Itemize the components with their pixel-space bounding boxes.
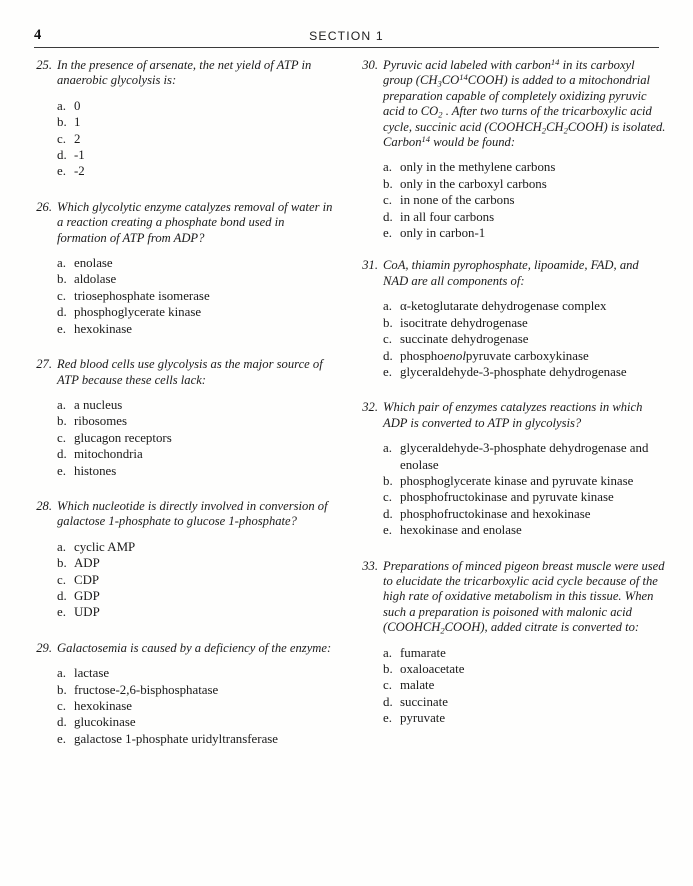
choice-text: glyceraldehyde-3-phosphate dehydrogenase and enolase bbox=[400, 441, 649, 472]
choice-a[interactable] bbox=[383, 645, 666, 661]
choice-text: lactase bbox=[74, 666, 110, 681]
question-25 bbox=[34, 58, 334, 180]
choice-text: succinate bbox=[400, 694, 448, 709]
choice-d[interactable] bbox=[57, 446, 334, 462]
choice-b[interactable] bbox=[57, 682, 334, 698]
question-number: 26. bbox=[36, 199, 52, 214]
choice-letter: c. bbox=[57, 699, 66, 713]
question-number: 25. bbox=[36, 58, 52, 72]
choice-letter: e. bbox=[383, 226, 392, 241]
choice-text: α-ketoglutarate dehydrogenase complex bbox=[400, 299, 607, 314]
question-stem: CoA, thiamin pyrophosphate, lipoamide, FAD, and NAD are all components of: bbox=[383, 258, 639, 288]
choice-c[interactable] bbox=[383, 331, 666, 347]
choice-letter: b. bbox=[57, 556, 67, 571]
question-number: 27. bbox=[36, 357, 52, 372]
choice-a[interactable] bbox=[57, 665, 334, 681]
choice-text: hexokinase bbox=[74, 699, 132, 713]
choice-text: aldolase bbox=[74, 272, 117, 287]
choice-letter: c. bbox=[383, 490, 392, 505]
choice-b[interactable] bbox=[57, 555, 334, 571]
choice-a[interactable] bbox=[383, 298, 666, 314]
choice-c[interactable] bbox=[57, 572, 334, 588]
question-number: 32. bbox=[362, 400, 378, 415]
question-stem: Which nucleotide is directly involved in conversion of galactose 1-phosphate to glucose 1-phosphate? bbox=[57, 498, 328, 529]
question-number: 30. bbox=[362, 58, 378, 72]
choice-text: oxaloacetate bbox=[400, 662, 465, 676]
choice-letter: b. bbox=[57, 272, 67, 287]
choice-e[interactable] bbox=[57, 463, 334, 479]
choice-letter: e. bbox=[383, 711, 392, 726]
question-26 bbox=[34, 200, 334, 337]
choice-text: mitochondria bbox=[74, 447, 143, 462]
choice-text: histones bbox=[74, 463, 117, 478]
choice-letter: d. bbox=[383, 506, 393, 521]
choice-letter: d. bbox=[57, 715, 67, 730]
left-column bbox=[34, 58, 334, 878]
choice-letter: b. bbox=[57, 414, 67, 429]
running-head bbox=[34, 26, 659, 48]
choice-text: phosphoglycerate kinase bbox=[74, 305, 202, 320]
choice-d[interactable] bbox=[383, 506, 666, 522]
question-body bbox=[383, 559, 666, 727]
choice-text: -2 bbox=[74, 164, 85, 179]
choice-text: fructose-2,6-bisphosphatase bbox=[74, 682, 219, 697]
choice-text: a nucleus bbox=[74, 397, 123, 412]
choice-c[interactable] bbox=[57, 430, 334, 446]
question-body bbox=[383, 258, 666, 380]
choice-text: hexokinase and enolase bbox=[400, 523, 522, 538]
choice-letter: d. bbox=[57, 305, 67, 320]
choice-text: fumarate bbox=[400, 645, 446, 660]
choice-text: glucokinase bbox=[74, 715, 136, 730]
question-stem: Galactosemia is caused by a deficiency of the enzyme: bbox=[57, 640, 332, 655]
question-stem: Red blood cells use glycolysis as the major source of ATP because these cells lack: bbox=[57, 357, 323, 387]
choice-letter: e. bbox=[383, 523, 392, 538]
choice-a[interactable] bbox=[57, 98, 334, 114]
choice-text: only in carbon-1 bbox=[400, 226, 486, 241]
choice-letter: d. bbox=[383, 209, 393, 224]
choice-letter: c. bbox=[57, 288, 66, 303]
choice-text: phosphoenolpyruvate carboxykinase bbox=[400, 348, 589, 363]
choice-e[interactable] bbox=[383, 225, 666, 241]
choice-letter: c. bbox=[383, 332, 392, 347]
choice-d[interactable] bbox=[383, 209, 666, 225]
choice-letter: c. bbox=[383, 678, 392, 693]
choice-letter: a. bbox=[383, 299, 392, 314]
choice-d[interactable] bbox=[57, 588, 334, 604]
section-title: SECTION 1 bbox=[309, 29, 384, 43]
choice-text: ADP bbox=[74, 556, 100, 571]
choice-letter: e. bbox=[57, 463, 66, 478]
question-body bbox=[57, 641, 334, 747]
choice-letter: a. bbox=[57, 539, 66, 554]
choice-list bbox=[383, 440, 666, 538]
choice-list bbox=[57, 539, 334, 621]
choice-d[interactable] bbox=[383, 348, 666, 364]
choice-text: 1 bbox=[74, 115, 81, 130]
choice-text: galactose 1-phosphate uridyltransferase bbox=[74, 731, 279, 746]
question-32 bbox=[360, 400, 666, 538]
choice-letter: a. bbox=[383, 160, 392, 175]
choice-letter: e. bbox=[57, 321, 66, 336]
choice-letter: e. bbox=[383, 364, 392, 379]
choice-list bbox=[383, 159, 666, 241]
choice-text: cyclic AMP bbox=[74, 539, 136, 554]
choice-list bbox=[57, 255, 334, 337]
choice-list bbox=[57, 98, 334, 180]
choice-d[interactable] bbox=[57, 304, 334, 320]
choice-list bbox=[57, 665, 334, 747]
choice-e[interactable] bbox=[57, 731, 334, 747]
choice-letter: b. bbox=[57, 115, 67, 130]
choice-b[interactable] bbox=[383, 315, 666, 331]
question-28 bbox=[34, 499, 334, 621]
choice-letter: b. bbox=[383, 473, 393, 488]
question-number: 28. bbox=[36, 498, 52, 513]
choice-letter: d. bbox=[383, 694, 393, 709]
choice-letter: b. bbox=[383, 176, 393, 191]
choice-letter: b. bbox=[383, 662, 393, 676]
question-30 bbox=[360, 58, 666, 241]
choice-letter: e. bbox=[57, 605, 66, 620]
question-body bbox=[57, 58, 334, 180]
choice-text: UDP bbox=[74, 605, 100, 620]
choice-e[interactable] bbox=[383, 522, 666, 538]
question-31 bbox=[360, 258, 666, 380]
right-column bbox=[360, 58, 666, 878]
choice-letter: c. bbox=[57, 430, 66, 445]
choice-text: enolase bbox=[74, 256, 113, 271]
choice-list bbox=[383, 645, 666, 727]
page-number: 4 bbox=[34, 27, 42, 43]
choice-b[interactable] bbox=[383, 661, 666, 677]
choice-text: -1 bbox=[74, 148, 85, 163]
question-stem: Which pair of enzymes catalyzes reactions in which ADP is converted to ATP in glycolysis? bbox=[383, 400, 643, 430]
choice-letter: a. bbox=[57, 98, 66, 113]
choice-a[interactable] bbox=[57, 255, 334, 271]
choice-letter: a. bbox=[57, 256, 66, 271]
choice-a[interactable] bbox=[383, 440, 666, 473]
choice-list bbox=[57, 397, 334, 479]
choice-b[interactable] bbox=[57, 413, 334, 429]
choice-text: malate bbox=[400, 678, 435, 693]
choice-b[interactable] bbox=[57, 114, 334, 130]
choice-c[interactable] bbox=[383, 677, 666, 693]
choice-text: in none of the carbons bbox=[400, 193, 515, 208]
choice-letter: b. bbox=[383, 315, 393, 330]
question-stem: Pyruvic acid labeled with carbon$^{14}$ in its carboxyl group $(CH_3CO^{14}COOH)$ is added to a mitochondrial preparation capable of completely oxidizing pyruvic acid to $CO_2$ . After two turns of the tricarboxylic acid cycle, succinic acid $(COOHCH_2CH_2COOH)$ is isolated. Carbon$^{14}$ would be found: bbox=[383, 57, 666, 150]
choice-letter: a. bbox=[57, 397, 66, 412]
choice-text: only in the carboxyl carbons bbox=[400, 176, 547, 191]
choice-letter: d. bbox=[57, 148, 67, 163]
choice-text: ribosomes bbox=[74, 414, 127, 429]
choice-e[interactable] bbox=[57, 321, 334, 337]
question-body bbox=[383, 400, 666, 538]
choice-letter: e. bbox=[57, 731, 66, 746]
choice-letter: a. bbox=[383, 645, 392, 660]
choice-text: succinate dehydrogenase bbox=[400, 332, 529, 347]
choice-a[interactable] bbox=[383, 159, 666, 175]
choice-text: glyceraldehyde-3-phosphate dehydrogenase bbox=[400, 364, 627, 379]
choice-letter: d. bbox=[383, 348, 393, 363]
choice-e[interactable] bbox=[383, 710, 666, 726]
choice-letter: c. bbox=[383, 193, 392, 208]
choice-letter: c. bbox=[57, 572, 66, 587]
choice-letter: a. bbox=[383, 441, 392, 456]
question-33 bbox=[360, 559, 666, 727]
choice-text: 0 bbox=[74, 98, 81, 113]
choice-c[interactable] bbox=[383, 489, 666, 505]
choice-b[interactable] bbox=[383, 176, 666, 192]
question-number: 33. bbox=[362, 558, 378, 573]
choice-d[interactable] bbox=[57, 714, 334, 730]
question-stem: In the presence of arsenate, the net yield of ATP in anaerobic glycolysis is: bbox=[57, 58, 312, 88]
choice-letter: d. bbox=[57, 447, 67, 462]
choice-text: isocitrate dehydrogenase bbox=[400, 315, 528, 330]
question-body bbox=[57, 499, 334, 621]
question-body bbox=[57, 200, 334, 337]
question-stem: Which glycolytic enzyme catalyzes removal of water in a reaction creating a phosphate bond used in formation of ATP from ADP? bbox=[57, 199, 333, 245]
choice-c[interactable] bbox=[57, 288, 334, 304]
choice-e[interactable] bbox=[383, 364, 666, 380]
choice-c[interactable] bbox=[57, 131, 334, 147]
choice-letter: a. bbox=[57, 666, 66, 681]
question-stem: Preparations of minced pigeon breast muscle were used to elucidate the tricarboxylic acid cycle because of the high rate of oxidative metabolism in this tissue. When such a preparation is poisoned with malonic acid $(COOHCH_2COOH)$, added citrate is converted to: bbox=[383, 558, 665, 636]
question-27 bbox=[34, 357, 334, 479]
choice-letter: e. bbox=[57, 164, 66, 179]
question-body bbox=[57, 357, 334, 479]
choice-c[interactable] bbox=[57, 698, 334, 714]
choice-text: hexokinase bbox=[74, 321, 132, 336]
choice-e[interactable] bbox=[57, 604, 334, 620]
header-rule bbox=[34, 47, 659, 48]
choice-a[interactable] bbox=[57, 539, 334, 555]
choice-b[interactable] bbox=[57, 271, 334, 287]
choice-text: CDP bbox=[74, 572, 100, 587]
choice-b[interactable] bbox=[383, 473, 666, 489]
choice-d[interactable] bbox=[383, 694, 666, 710]
choice-list bbox=[383, 298, 666, 380]
choice-c[interactable] bbox=[383, 192, 666, 208]
choice-text: phosphofructokinase and pyruvate kinase bbox=[400, 490, 614, 505]
question-number: 29. bbox=[36, 640, 52, 655]
question-29 bbox=[34, 641, 334, 747]
choice-text: glucagon receptors bbox=[74, 430, 172, 445]
choice-text: pyruvate bbox=[400, 711, 446, 726]
choice-text: 2 bbox=[74, 131, 81, 146]
question-columns bbox=[34, 58, 665, 878]
choice-text: only in the methylene carbons bbox=[400, 160, 556, 175]
choice-text: triosephosphate isomerase bbox=[74, 288, 210, 303]
choice-letter: b. bbox=[57, 682, 67, 697]
choice-d[interactable] bbox=[57, 147, 334, 163]
question-body bbox=[383, 58, 666, 241]
question-number: 31. bbox=[362, 258, 378, 273]
choice-text: in all four carbons bbox=[400, 209, 495, 224]
choice-text: GDP bbox=[74, 588, 100, 603]
choice-e[interactable] bbox=[57, 163, 334, 179]
choice-letter: c. bbox=[57, 131, 66, 146]
choice-text: phosphoglycerate kinase and pyruvate kinase bbox=[400, 473, 634, 488]
choice-text: phosphofructokinase and hexokinase bbox=[400, 506, 591, 521]
choice-a[interactable] bbox=[57, 397, 334, 413]
choice-letter: d. bbox=[57, 588, 67, 603]
